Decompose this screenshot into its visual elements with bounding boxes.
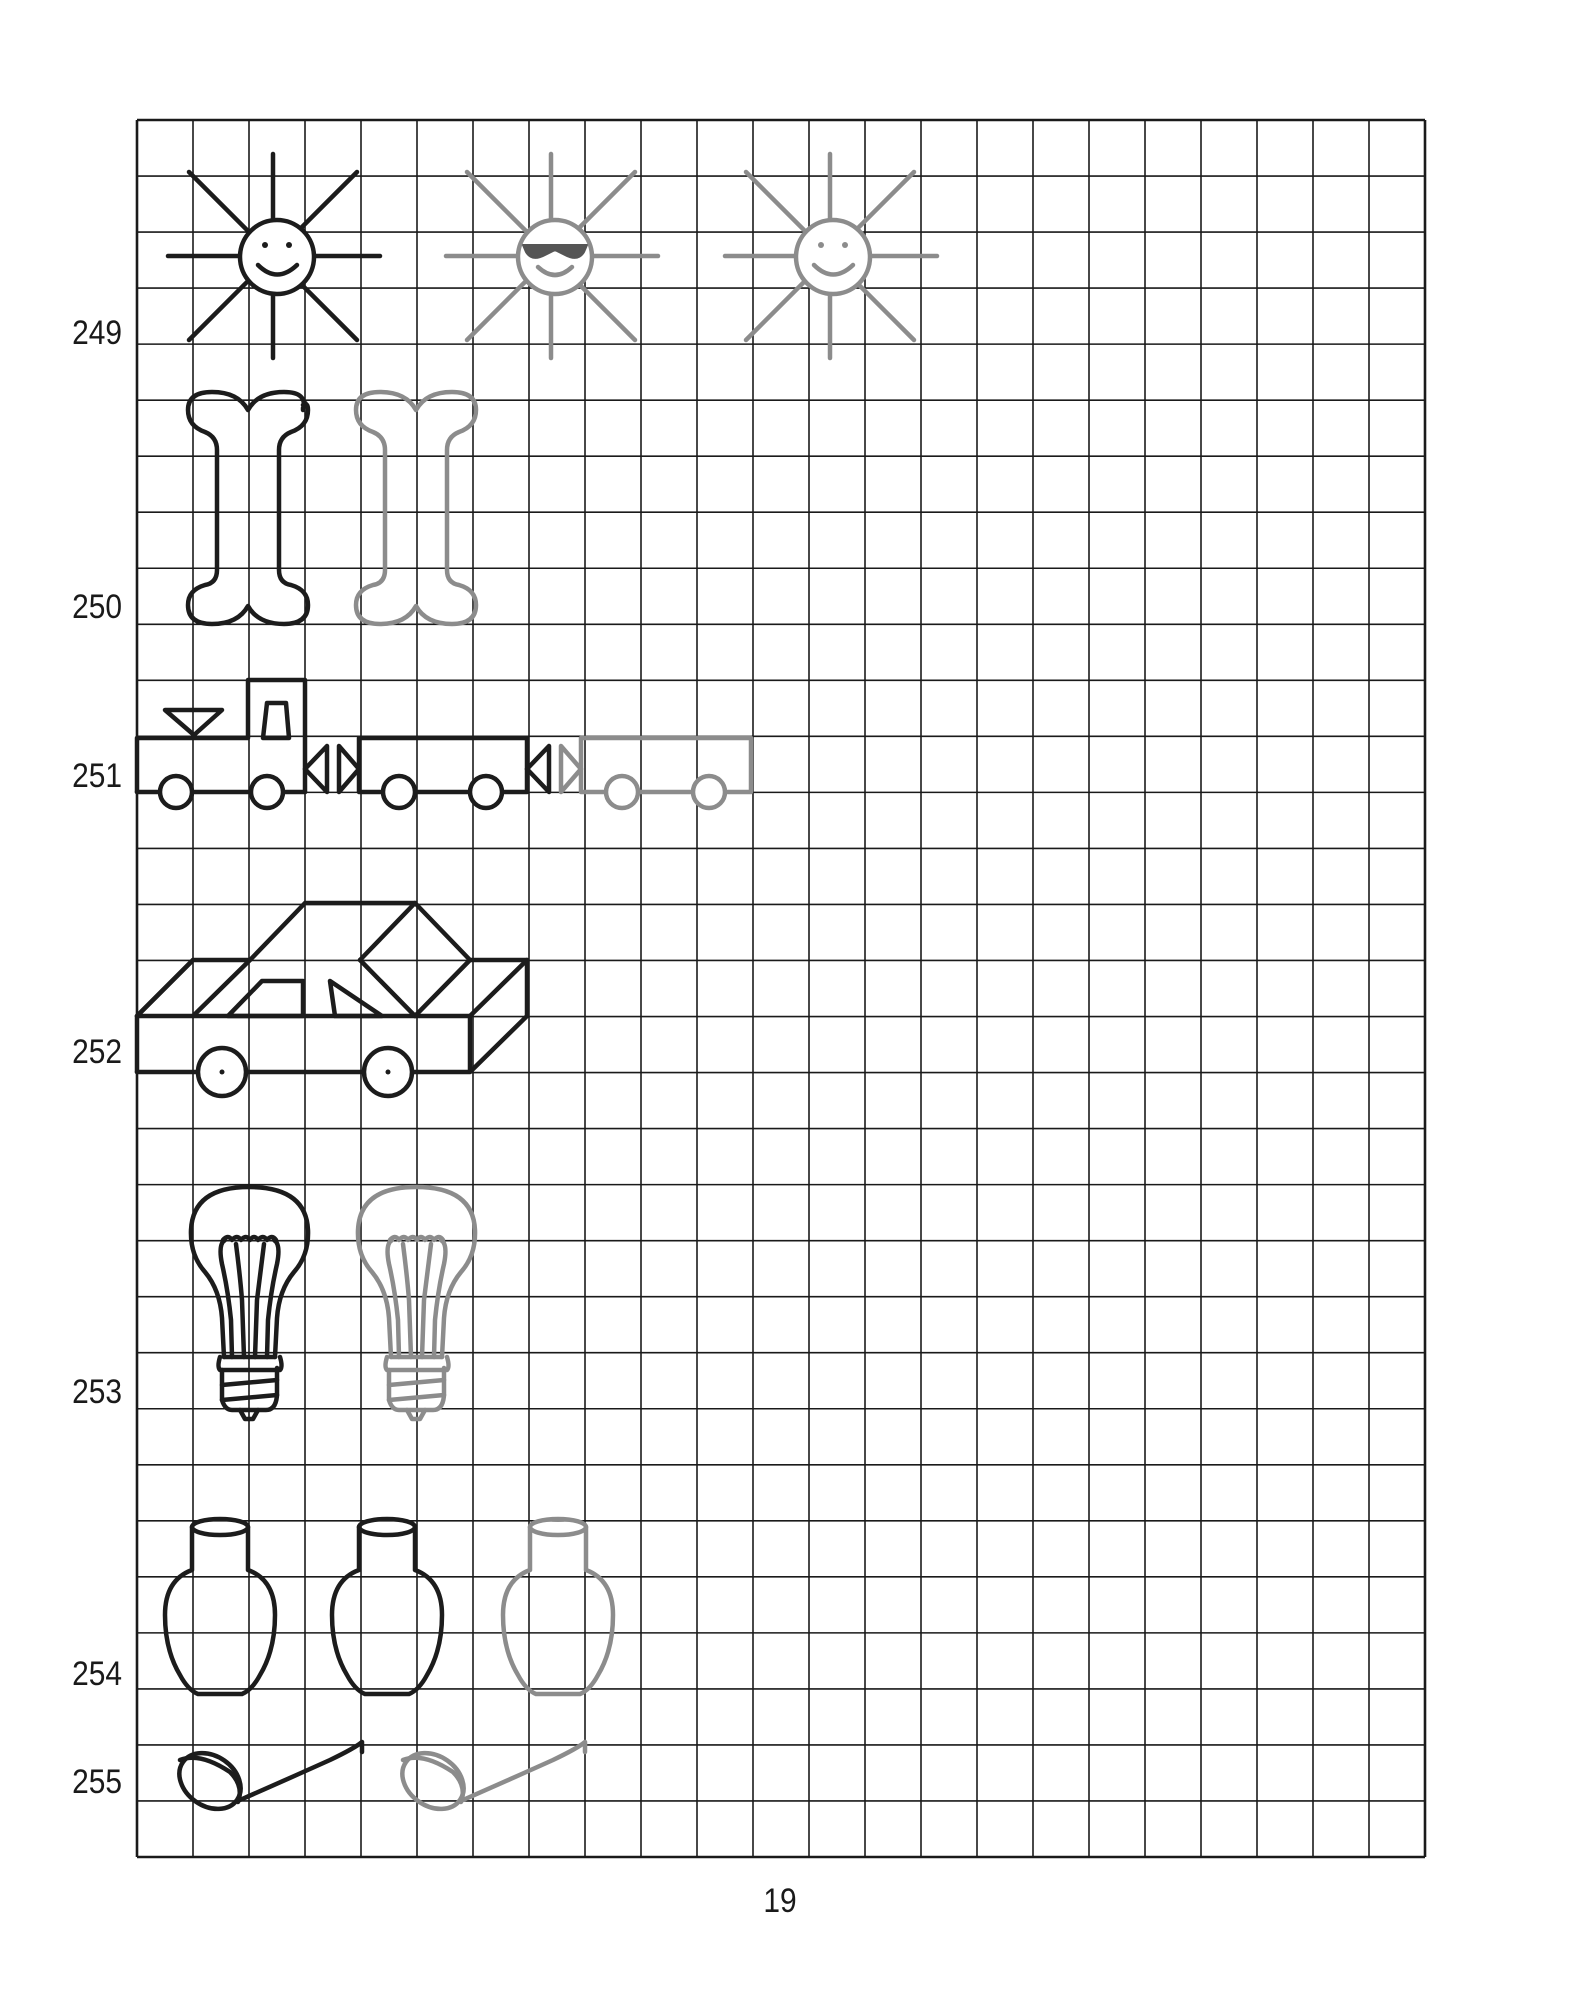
vase-model [332, 1519, 442, 1694]
train-model [137, 680, 549, 808]
exercise-number: 249 [72, 314, 122, 352]
sun-trace [446, 154, 658, 358]
exercise-number: 254 [72, 1655, 122, 1693]
bone-model [188, 392, 308, 624]
exercise-number: 250 [72, 588, 122, 626]
train-trace [561, 738, 751, 808]
ladle-model [169, 1742, 362, 1821]
page-number: 19 [763, 1882, 797, 1920]
sun-trace [725, 154, 937, 358]
exercise-number: 251 [72, 757, 122, 795]
car-model [137, 903, 527, 1096]
exercise-number: 252 [72, 1033, 122, 1071]
sun-model [168, 154, 380, 358]
vase-model [165, 1519, 275, 1694]
exercise-number: 255 [72, 1763, 122, 1801]
bone-trace [356, 392, 476, 624]
exercise-number: 253 [72, 1373, 122, 1411]
ladle-trace [392, 1742, 585, 1821]
vase-trace [503, 1519, 613, 1694]
